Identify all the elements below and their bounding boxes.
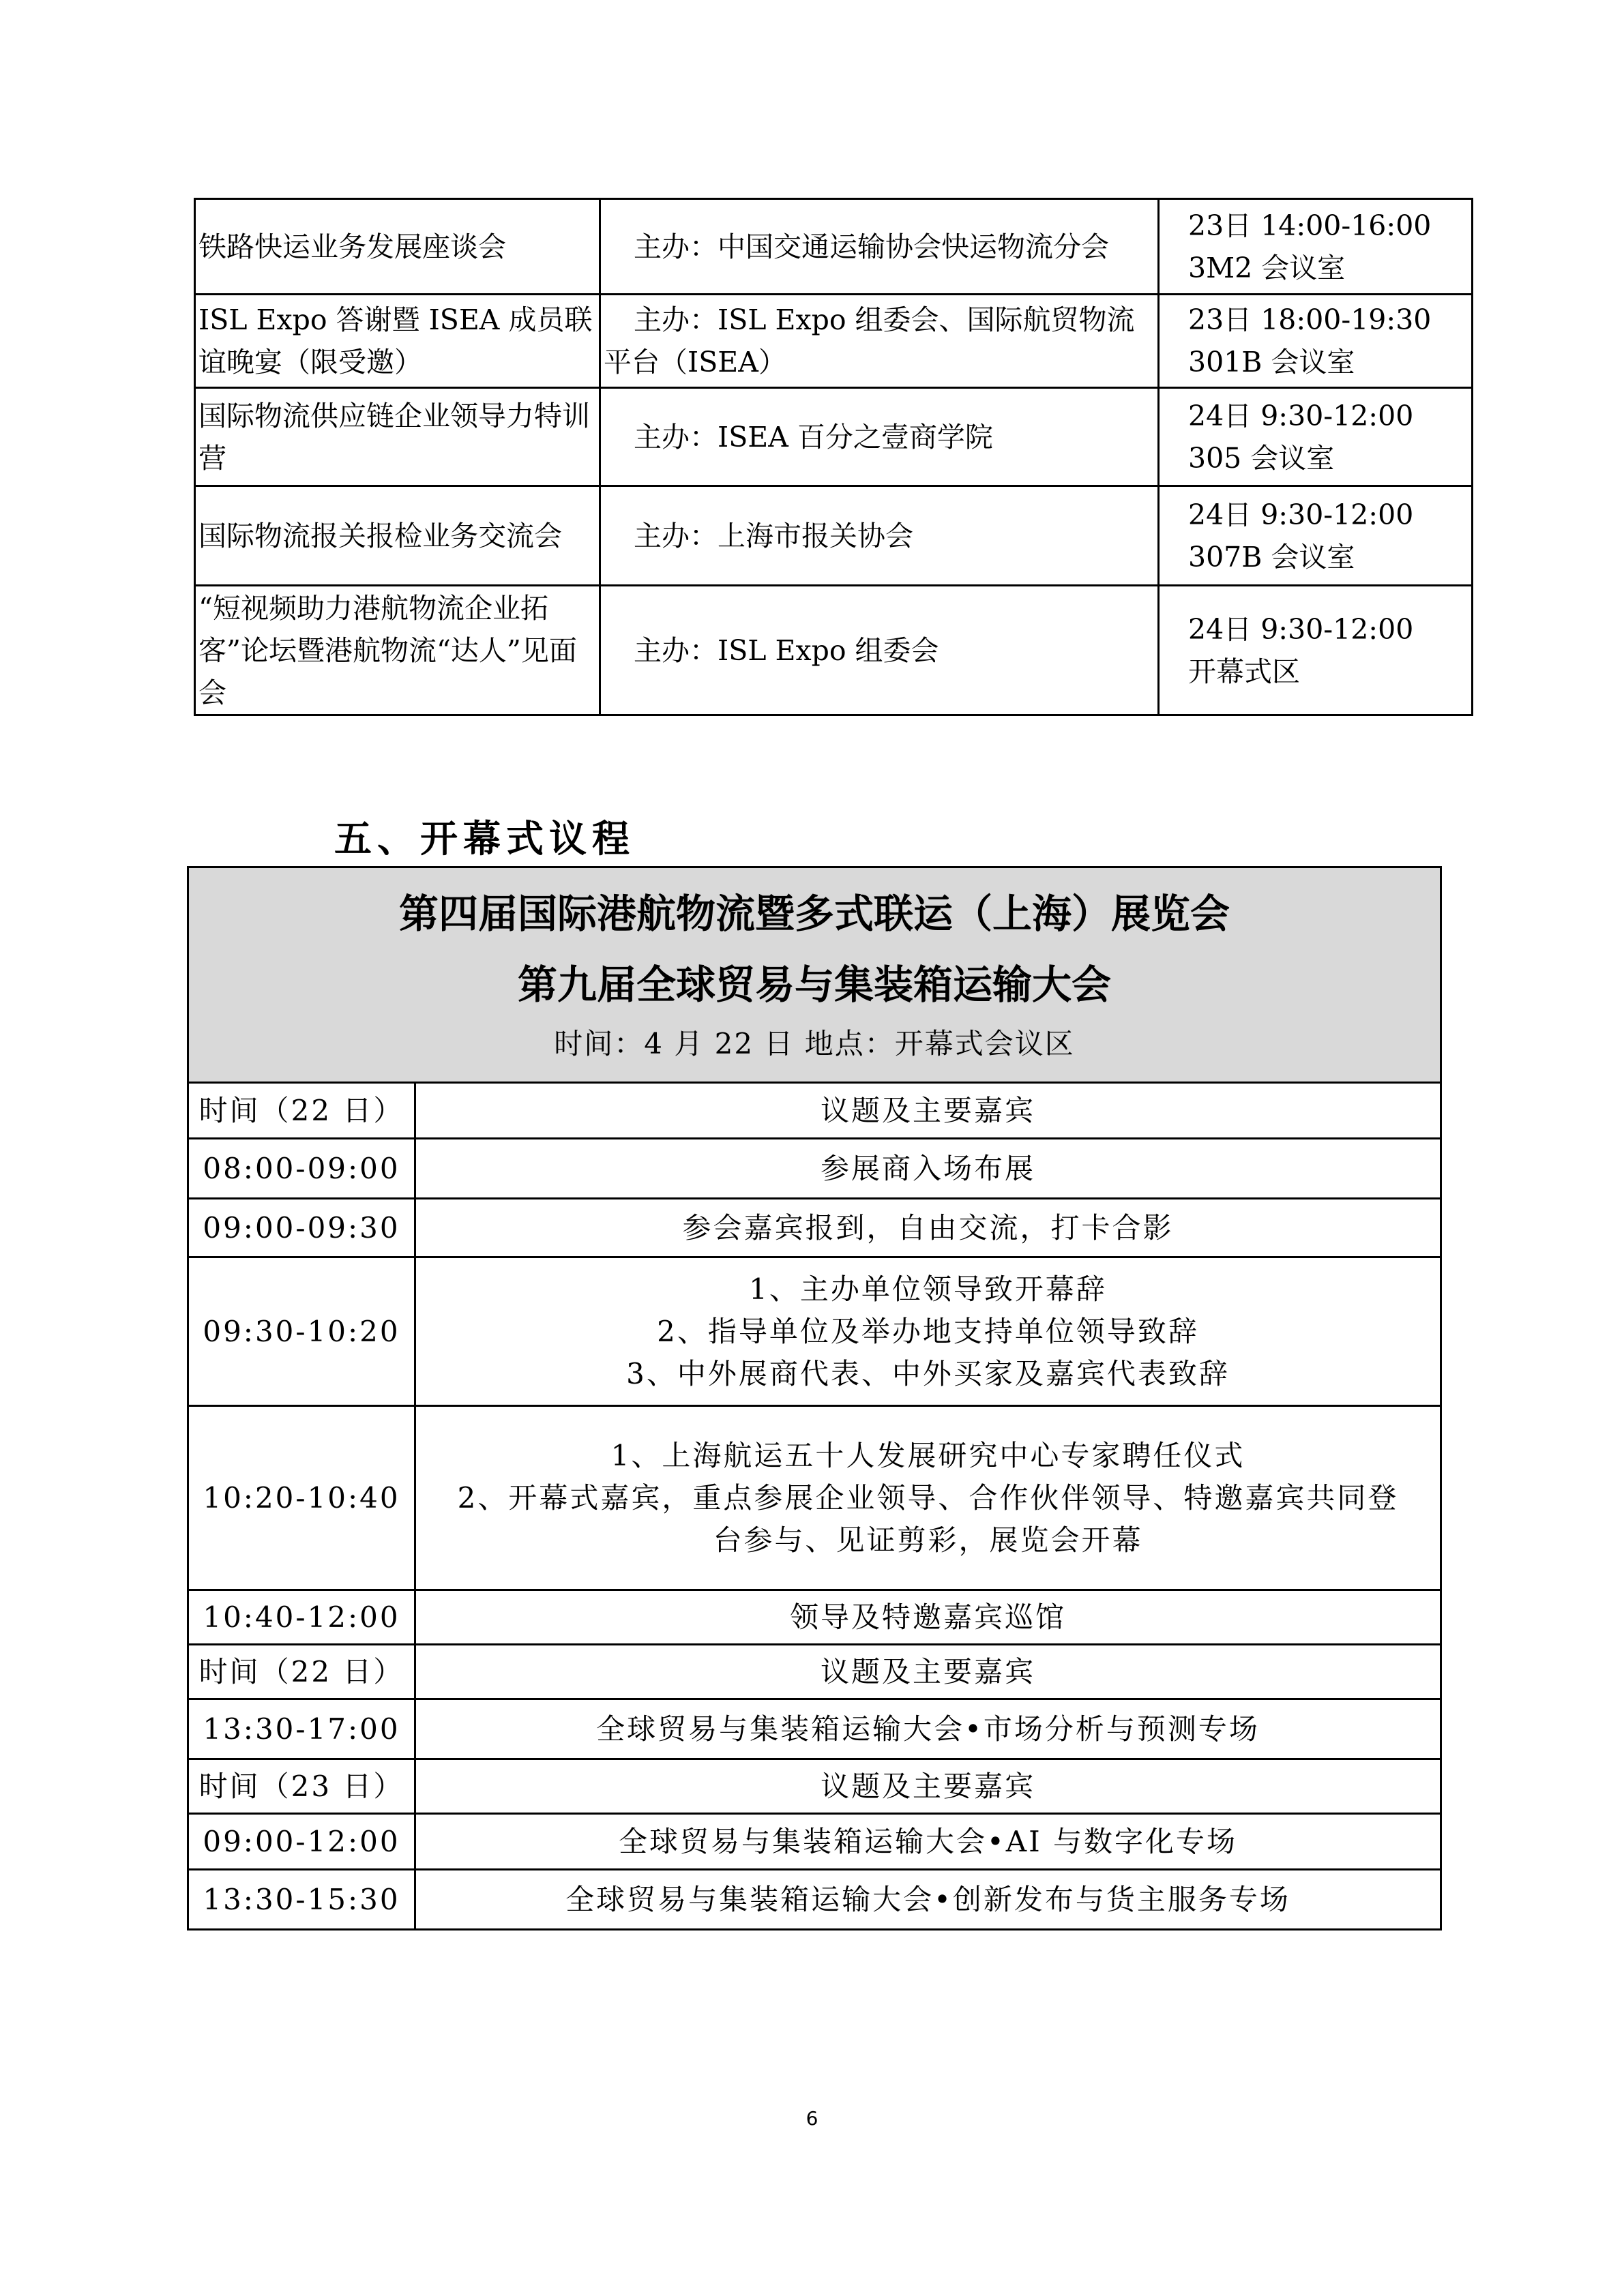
agenda-time: 08:00-09:00: [188, 1139, 415, 1199]
event-organizer-cell: [600, 486, 1159, 586]
agenda-topic: [415, 1759, 1441, 1814]
agenda-topic-line: 议题及主要嘉宾: [820, 1769, 1035, 1803]
event-name: “短视频助力港航物流企业拓客”论坛暨港航物流“达人”见面会: [195, 586, 600, 715]
agenda-row: [188, 1199, 1441, 1257]
agenda-info: 时间：4 月 22 日 地点：开幕式会议区: [554, 1027, 1075, 1060]
agenda-column-header: [188, 1083, 1441, 1139]
agenda-topic-line: 领导及特邀嘉宾巡馆: [789, 1600, 1066, 1634]
event-name: 国际物流报关报检业务交流会: [195, 486, 600, 586]
agenda-topic: [415, 1257, 1441, 1406]
agenda-topic-line: 2、开幕式嘉宾，重点参展企业领导、合作伙伴领导、特邀嘉宾共同登: [457, 1480, 1399, 1515]
agenda-row: [188, 1406, 1441, 1590]
event-row: [195, 388, 1473, 486]
agenda-time: 10:40-12:00: [188, 1590, 415, 1645]
event-time: 24日 9:30-12:00: [1188, 399, 1414, 432]
agenda-time: 10:20-10:40: [188, 1406, 415, 1590]
agenda-table: [187, 1082, 1442, 1930]
agenda-topic: [415, 1083, 1441, 1139]
agenda-row: [188, 1699, 1441, 1759]
event-name: ISL Expo 答谢暨 ISEA 成员联谊晚宴（限受邀）: [195, 295, 600, 388]
agenda-time: 时间（23 日）: [188, 1759, 415, 1814]
agenda-time: 13:30-15:30: [188, 1870, 415, 1930]
agenda-column-header: [188, 1645, 1441, 1699]
page-number: 6: [806, 2107, 818, 2130]
event-organizer-cell: [600, 199, 1159, 295]
opening-agenda: [187, 866, 1442, 1930]
agenda-topic-line: 3、中外展商代表、中外买家及嘉宾代表致辞: [626, 1356, 1230, 1390]
event-row: [195, 199, 1473, 295]
agenda-topic-line: 全球贸易与集装箱运输大会•AI 与数字化专场: [618, 1824, 1238, 1858]
agenda-topic: [415, 1590, 1441, 1645]
event-organizer: 主办：中国交通运输协会快运物流分会: [634, 230, 1109, 263]
agenda-topic: [415, 1699, 1441, 1759]
event-organizer: 主办：ISL Expo 组委会、国际航贸物流平台（ISEA）: [604, 303, 1135, 378]
agenda-row: [188, 1590, 1441, 1645]
agenda-time: 时间（22 日）: [188, 1083, 415, 1139]
agenda-topic: [415, 1139, 1441, 1199]
event-organizer-cell: [600, 388, 1159, 486]
event-schedule: [1159, 199, 1473, 295]
event-row: [195, 295, 1473, 388]
agenda-time: 时间（22 日）: [188, 1645, 415, 1699]
agenda-topic-line: 1、主办单位领导致开幕辞: [749, 1272, 1107, 1306]
event-organizer: 主办：上海市报关协会: [634, 519, 913, 552]
agenda-topic-line: 台参与、见证剪彩，展览会开幕: [713, 1523, 1143, 1557]
events-table: [194, 198, 1473, 716]
agenda-topic-line: 议题及主要嘉宾: [820, 1093, 1035, 1127]
event-time: 23日 14:00-16:00: [1188, 209, 1432, 242]
event-organizer-cell: [600, 295, 1159, 388]
event-row: [195, 486, 1473, 586]
agenda-row: [188, 1814, 1441, 1870]
event-organizer: 主办：ISEA 百分之壹商学院: [634, 420, 993, 453]
event-time: 24日 9:30-12:00: [1188, 612, 1414, 646]
agenda-topic-line: 参展商入场布展: [820, 1151, 1035, 1185]
agenda-topic-line: 全球贸易与集装箱运输大会•创新发布与货主服务专场: [565, 1882, 1290, 1916]
agenda-time: 09:00-09:30: [188, 1199, 415, 1257]
event-schedule: [1159, 486, 1473, 586]
agenda-topic-line: 参会嘉宾报到，自由交流，打卡合影: [682, 1210, 1174, 1244]
agenda-topic: [415, 1406, 1441, 1590]
event-time: 24日 9:30-12:00: [1188, 498, 1414, 531]
agenda-topic-line: 2、指导单位及举办地支持单位领导致辞: [657, 1314, 1199, 1348]
agenda-time: 13:30-17:00: [188, 1699, 415, 1759]
agenda-title-1: 第四届国际港航物流暨多式联运（上海）展览会: [398, 891, 1230, 937]
event-schedule: [1159, 295, 1473, 388]
agenda-title-2: 第九届全球贸易与集装箱运输大会: [517, 961, 1111, 1008]
event-schedule: [1159, 388, 1473, 486]
event-organizer: 主办：ISL Expo 组委会: [634, 633, 939, 667]
event-row: [195, 586, 1473, 715]
agenda-row: [188, 1257, 1441, 1406]
event-schedule: [1159, 586, 1473, 715]
agenda-topic: [415, 1814, 1441, 1870]
agenda-time: 09:00-12:00: [188, 1814, 415, 1870]
event-place: 301B 会议室: [1188, 346, 1355, 378]
section-heading: 五、开幕式议程: [334, 816, 636, 861]
event-place: 3M2 会议室: [1188, 251, 1346, 284]
agenda-topic: [415, 1645, 1441, 1699]
event-time: 23日 18:00-19:30: [1188, 303, 1432, 336]
event-name: 国际物流供应链企业领导力特训营: [195, 388, 600, 486]
event-name: 铁路快运业务发展座谈会: [195, 199, 600, 295]
agenda-row: [188, 1870, 1441, 1930]
agenda-time: 09:30-10:20: [188, 1257, 415, 1406]
event-place: 305 会议室: [1188, 441, 1335, 475]
agenda-topic: [415, 1199, 1441, 1257]
agenda-topic-line: 议题及主要嘉宾: [820, 1654, 1035, 1688]
agenda-header: [187, 866, 1442, 1082]
agenda-column-header: [188, 1759, 1441, 1814]
agenda-row: [188, 1139, 1441, 1199]
agenda-topic: [415, 1870, 1441, 1930]
agenda-topic-line: 1、上海航运五十人发展研究中心专家聘任仪式: [610, 1438, 1245, 1472]
event-organizer-cell: [600, 586, 1159, 715]
event-place: 307B 会议室: [1188, 540, 1355, 573]
event-place: 开幕式区: [1188, 655, 1300, 688]
agenda-topic-line: 全球贸易与集装箱运输大会•市场分析与预测专场: [596, 1712, 1260, 1746]
